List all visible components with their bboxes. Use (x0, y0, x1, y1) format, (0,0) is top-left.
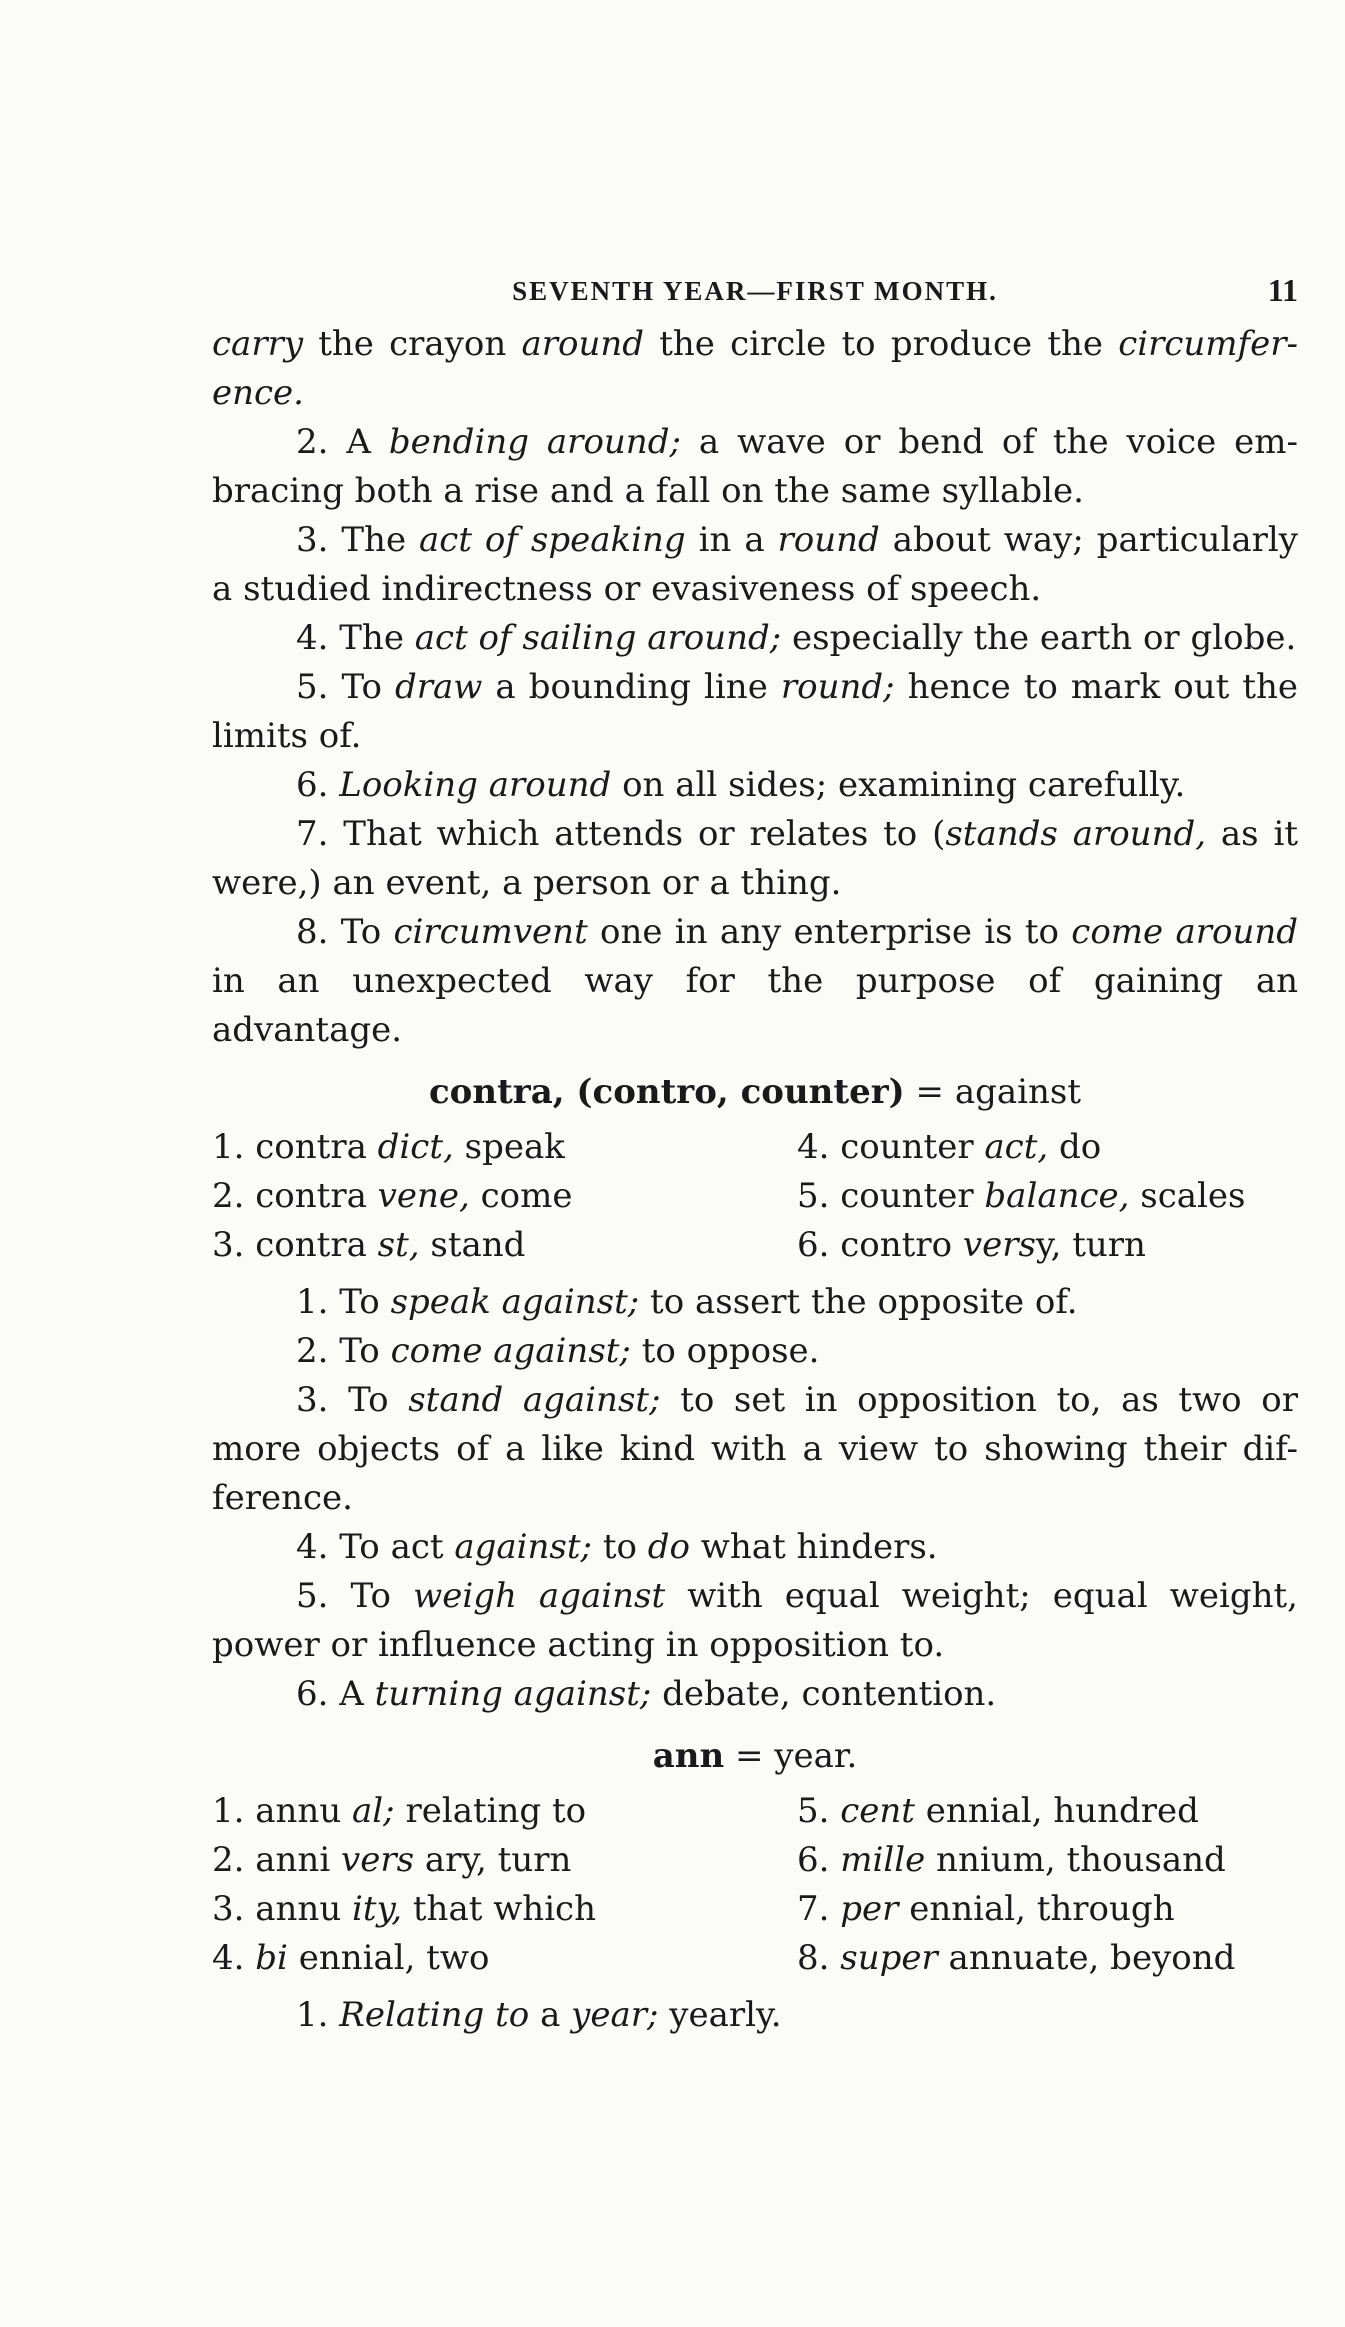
definition-paragraph (212, 663, 1298, 761)
italic-run: mille (840, 1840, 926, 1880)
text-run: ary, turn (414, 1840, 572, 1880)
italic-run: vers (341, 1840, 415, 1880)
text-run: 6. A (296, 1674, 375, 1714)
text-run: 4. counter (797, 1127, 985, 1167)
italic-run: bending around; (388, 422, 681, 462)
italic-run: speak against; (390, 1282, 640, 1322)
text-run: 7. (797, 1889, 841, 1929)
italic-run: year; (571, 1995, 659, 2035)
text-run: relating to (394, 1791, 587, 1831)
text-run: 4. The (296, 618, 415, 658)
italic-run: stands around, (945, 814, 1207, 854)
italic-run: vers (962, 1225, 1036, 1265)
definition-paragraph (212, 516, 1298, 614)
italic-run: circumvent (393, 912, 588, 952)
text-run: 3. The (296, 520, 420, 560)
word-entry (797, 1934, 1298, 1983)
ann-heading-meaning: = year. (724, 1736, 858, 1776)
italic-run: act of speaking (419, 520, 686, 560)
italic-run: come against; (390, 1331, 631, 1371)
definition-paragraph (212, 614, 1298, 663)
text-run: ennial, hundred (914, 1791, 1199, 1831)
ann-definitions (212, 1991, 1298, 2040)
text-run: ennial, two (287, 1938, 490, 1978)
italic-run: cent (840, 1791, 915, 1831)
italic-run: vene, (377, 1176, 470, 1216)
italic-run: round; (780, 667, 895, 707)
page-body (212, 320, 1298, 2040)
word-entry (797, 1221, 1298, 1270)
italic-run: weigh against (413, 1576, 666, 1616)
word-entry (797, 1172, 1298, 1221)
ann-heading-root: ann (652, 1736, 725, 1776)
text-run: 3. contra (212, 1225, 378, 1265)
contra-heading-root: contra, (contro, counter) (428, 1072, 905, 1112)
text-run: that which (402, 1889, 597, 1929)
italic-run: act of sailing around; (414, 618, 782, 658)
text-run: one in any enterprise is to (587, 912, 1072, 952)
text-run: 3. To (296, 1380, 409, 1420)
italic-run: round (777, 520, 880, 560)
contra-definitions (212, 1278, 1298, 1719)
definition-paragraph (212, 761, 1298, 810)
italic-run: st, (377, 1225, 420, 1265)
word-entry (212, 1934, 797, 1983)
text-run: as it were,) an event, a person or a thing. (212, 814, 1298, 903)
text-run: hence to mark out the limits of. (212, 667, 1299, 756)
definition-paragraph (212, 1278, 1298, 1327)
contra-word-list (212, 1123, 1298, 1270)
word-entry (212, 1836, 797, 1885)
italic-run: al; (352, 1791, 395, 1831)
text-run: 6. contro (797, 1225, 963, 1265)
text-run: 5. To (296, 1576, 414, 1616)
page-number: 11 (1267, 272, 1298, 308)
italic-run: draw (395, 667, 483, 707)
contra-heading (212, 1067, 1298, 1117)
text-run: come (469, 1176, 573, 1216)
word-entry (212, 1885, 797, 1934)
italic-run: ity, (352, 1889, 403, 1929)
italic-run: Relating to (339, 1995, 530, 2035)
text-run: stand (419, 1225, 526, 1265)
text-run: ennial, through (898, 1889, 1175, 1929)
italic-run: carry (212, 324, 304, 364)
italic-run: come around (1071, 912, 1298, 952)
text-run: to (592, 1527, 648, 1567)
word-entry (797, 1123, 1298, 1172)
word-entry (212, 1172, 797, 1221)
italic-run: act, (984, 1127, 1049, 1167)
definition-paragraph (212, 320, 1298, 418)
definition-paragraph (212, 1376, 1298, 1523)
text-run: scales (1129, 1176, 1246, 1216)
definition-paragraph (212, 1572, 1298, 1670)
italic-run: do (647, 1527, 690, 1567)
text-run: 2. contra (212, 1176, 378, 1216)
text-run: nnium, thousand (925, 1840, 1226, 1880)
text-run: to oppose. (630, 1331, 820, 1371)
word-entry (212, 1123, 797, 1172)
text-run: 2. anni (212, 1840, 341, 1880)
text-run: to set in opposition to, as two or more objects of a like kind with a view to showing their dif- ference. (212, 1380, 1298, 1518)
text-run: in a (685, 520, 778, 560)
text-run: 3. annu (212, 1889, 353, 1929)
definition-paragraph (212, 1670, 1298, 1719)
text-run: in an unexpected way for the purpose of gaining an advantage. (212, 961, 1298, 1050)
text-run: on all sides; examining carefully. (611, 765, 1186, 805)
text-run: 8. (797, 1938, 841, 1978)
definition-paragraph (212, 810, 1298, 908)
word-entry (212, 1221, 797, 1270)
definition-paragraph (212, 1327, 1298, 1376)
text-run: 6. (296, 765, 340, 805)
text-run: 1. contra (212, 1127, 378, 1167)
text-run: debate, contention. (651, 1674, 997, 1714)
text-run: 8. To (296, 912, 394, 952)
text-run: 4. (212, 1938, 256, 1978)
italic-run: bi (255, 1938, 288, 1978)
word-entry (797, 1885, 1298, 1934)
text-run: 6. (797, 1840, 841, 1880)
text-run: 7. That which attends or relates to ( (296, 814, 946, 854)
italic-run: around (521, 324, 645, 364)
definition-paragraph (212, 1523, 1298, 1572)
definition-paragraph (212, 908, 1298, 1055)
text-run: a (529, 1995, 572, 2035)
text-run: the crayon (303, 324, 522, 364)
text-run: 5. counter (797, 1176, 985, 1216)
text-run: 2. To (296, 1331, 391, 1371)
text-run: 4. To act (296, 1527, 455, 1567)
italic-run: per (840, 1889, 899, 1929)
text-run: annuate, beyond (937, 1938, 1236, 1978)
italic-run: Looking around (339, 765, 612, 805)
text-run: especially the earth or globe. (781, 618, 1297, 658)
text-run: 5. To (296, 667, 395, 707)
definition-paragraph (212, 418, 1298, 516)
text-run: with equal weight; equal weight, power or influence acting in opposition to. (212, 1576, 1298, 1665)
word-entry (212, 1787, 797, 1836)
text-run: y, turn (1035, 1225, 1146, 1265)
text-run: to assert the opposite of. (639, 1282, 1078, 1322)
word-entry (797, 1787, 1298, 1836)
text-run: 1. To (296, 1282, 391, 1322)
text-run: a bounding line (482, 667, 781, 707)
italic-run: stand against; (408, 1380, 661, 1420)
text-run: yearly. (658, 1995, 782, 2035)
italic-run: turning against; (374, 1674, 652, 1714)
ann-heading (212, 1731, 1298, 1781)
page-header (212, 268, 1298, 318)
text-run: 5. (797, 1791, 841, 1831)
circum-definitions (212, 320, 1298, 1055)
contra-heading-meaning: = against (904, 1072, 1082, 1112)
running-title: SEVENTH YEAR—FIRST MONTH. (512, 276, 998, 306)
text-run: 1. annu (212, 1791, 353, 1831)
text-run: a wave or bend of the voice em- bracing both a rise and a fall on the same syllable. (212, 422, 1299, 511)
text-run: 2. A (296, 422, 389, 462)
italic-run: super (840, 1938, 938, 1978)
text-run: the circle to produce the (644, 324, 1119, 364)
italic-run: balance, (984, 1176, 1130, 1216)
definition-paragraph (212, 1991, 1298, 2040)
italic-run: circumfer- ence. (212, 324, 1298, 413)
text-run: what hinders. (690, 1527, 938, 1567)
italic-run: against; (454, 1527, 593, 1567)
text-run: about way; particularly a studied indirectness or evasiveness of speech. (212, 520, 1298, 609)
text-run: 1. (296, 1995, 340, 2035)
text-run: speak (453, 1127, 565, 1167)
word-entry (797, 1836, 1298, 1885)
text-run: do (1048, 1127, 1102, 1167)
ann-word-list (212, 1787, 1298, 1983)
italic-run: dict, (377, 1127, 454, 1167)
